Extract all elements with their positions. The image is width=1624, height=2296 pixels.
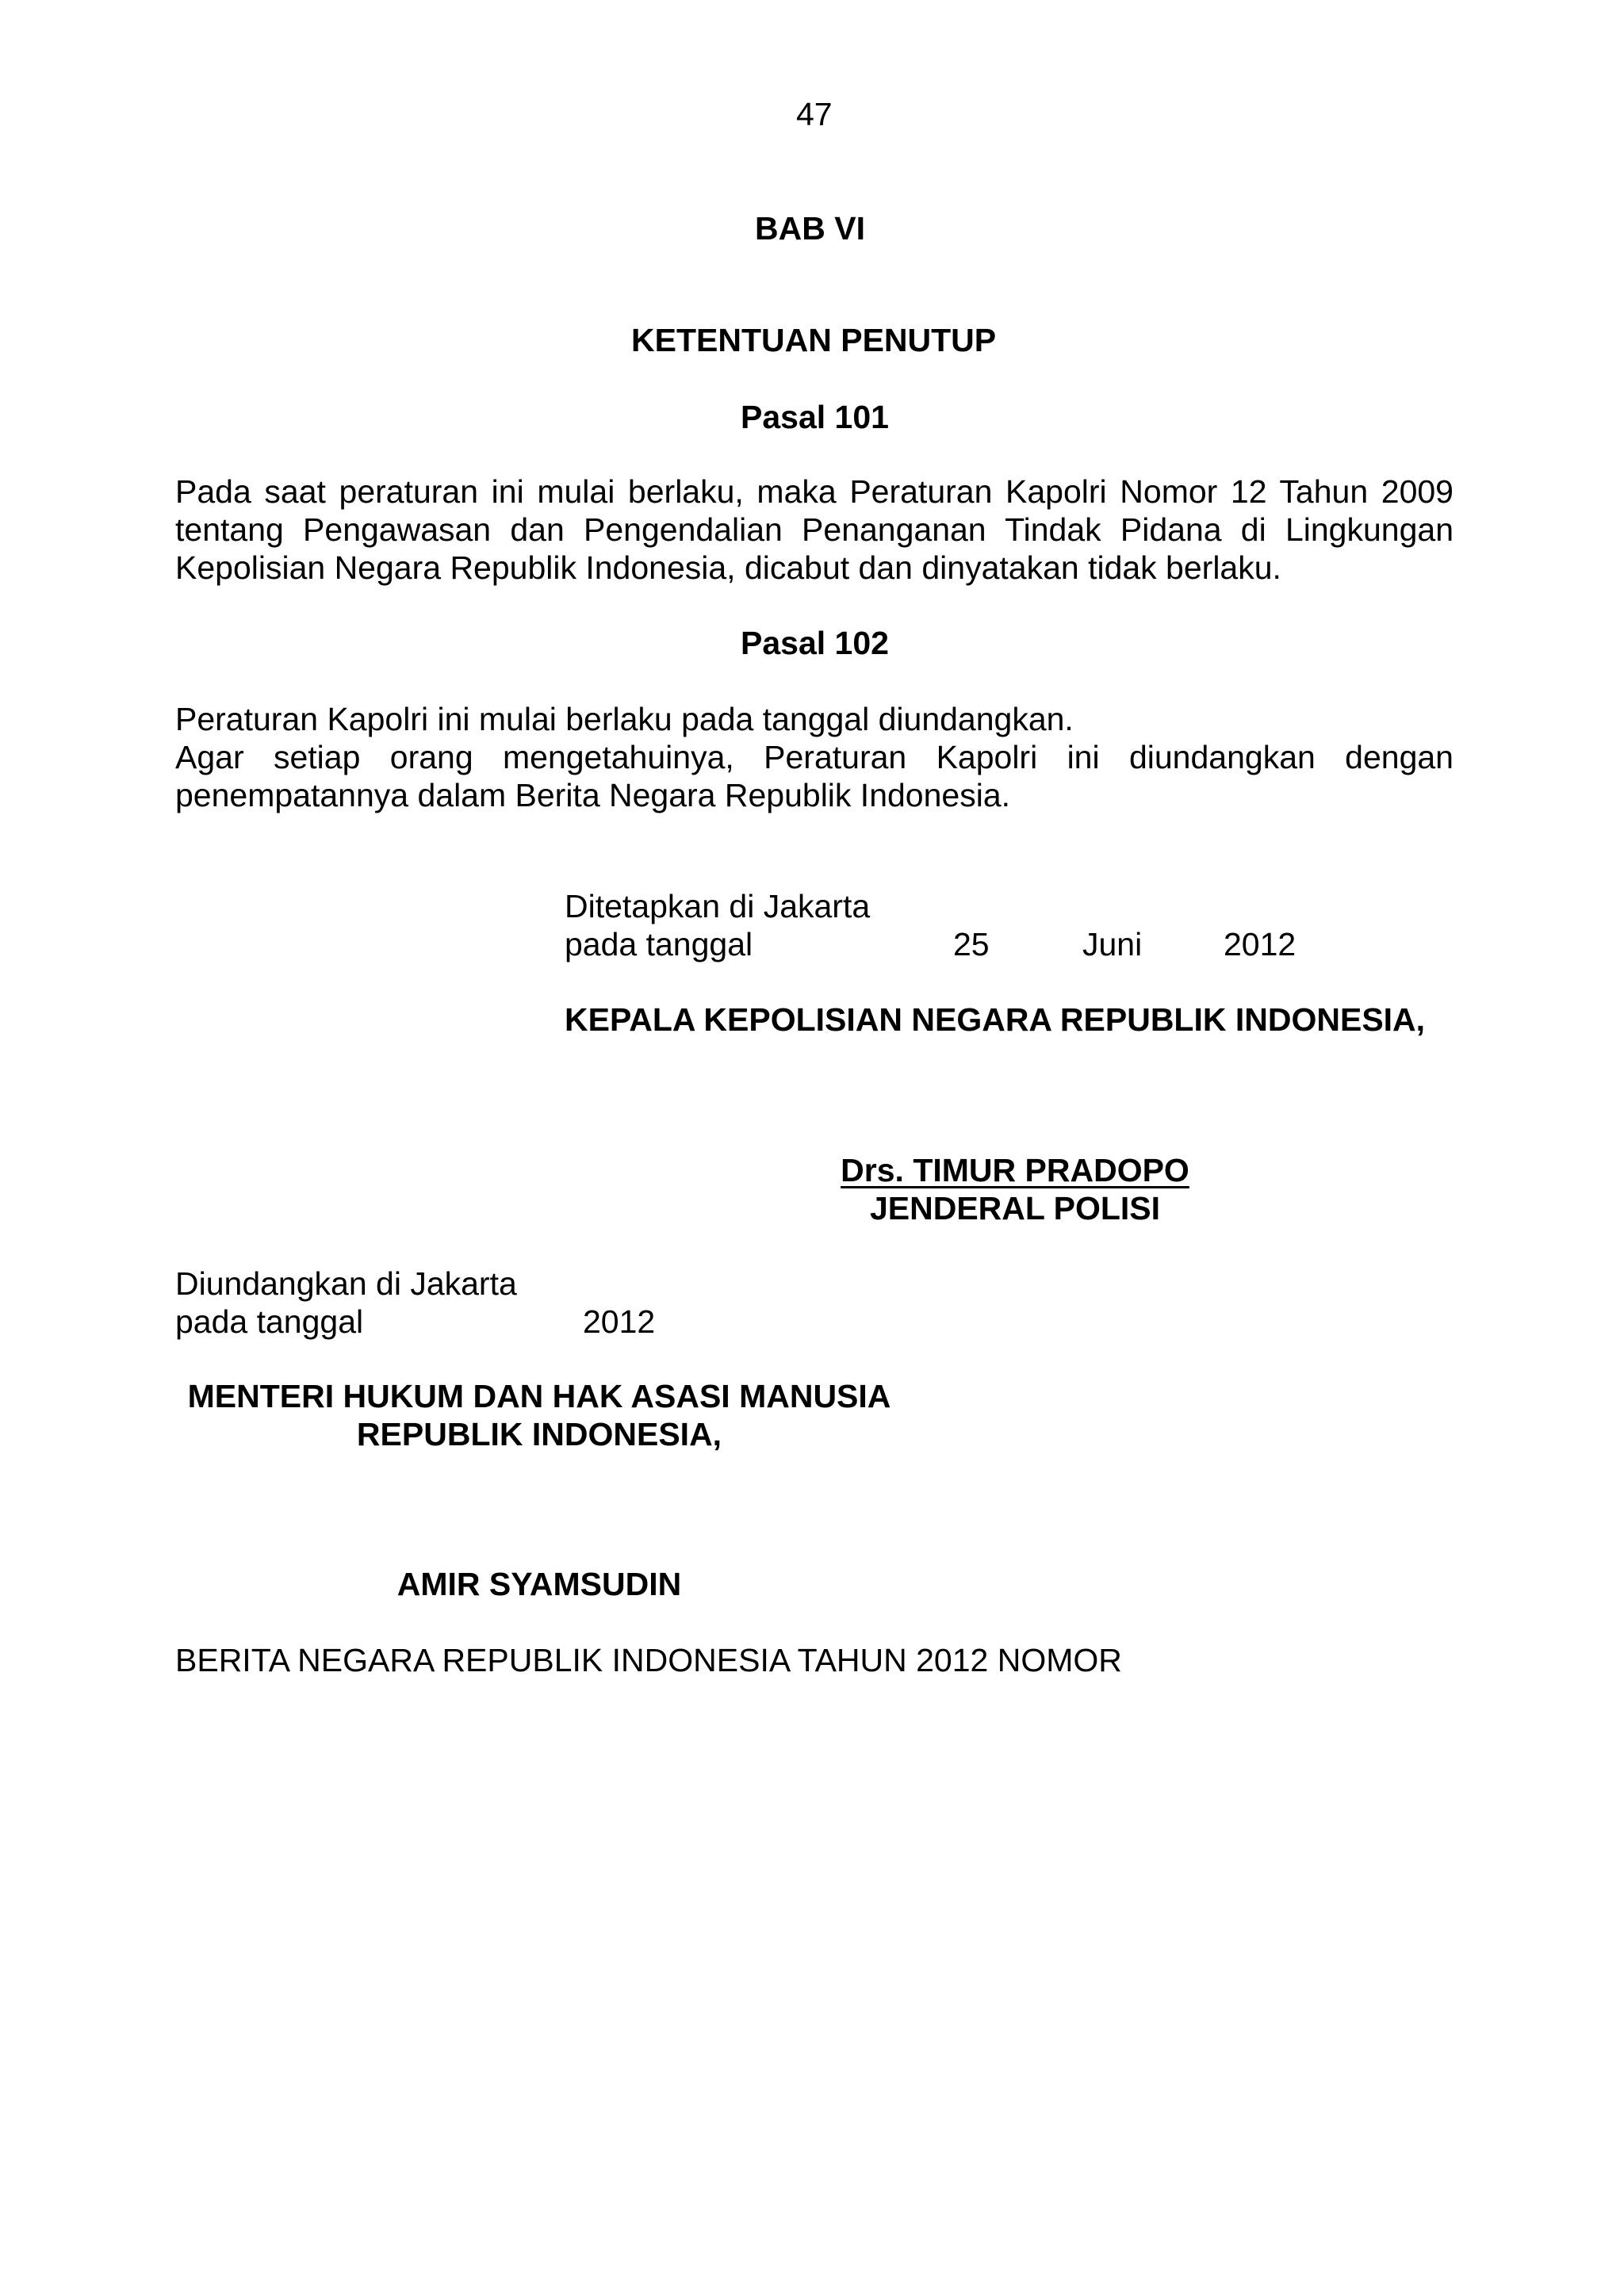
pasal-101-body: [175, 473, 1454, 587]
page-number: 47: [796, 96, 833, 132]
pasal-102-body: [175, 738, 1454, 814]
enactment-year: 2012: [1224, 926, 1297, 962]
pasal-102-line: penempatannya dalam Berita Negara Republik Indonesia.: [175, 777, 1011, 813]
chapter-heading: BAB VI: [755, 210, 865, 247]
pasal-102-heading: Pasal 102: [741, 625, 889, 661]
gazette-line: BERITA NEGARA REPUBLIK INDONESIA TAHUN 2012 NOMOR: [175, 1642, 1122, 1678]
promulgation-year: 2012: [583, 1303, 656, 1340]
enactment-signatory-name: [809, 1151, 1221, 1189]
enactment-month: Juni: [1082, 926, 1143, 962]
promulgation-office-line-2: REPUBLIK INDONESIA,: [356, 1416, 722, 1452]
pasal-101-heading: Pasal 101: [741, 399, 889, 435]
signatory-name-text: Drs. TIMUR PRADOPO: [841, 1152, 1189, 1188]
enactment-office: KEPALA KEPOLISIAN NEGARA REPUBLIK INDONESIA,: [565, 1001, 1426, 1038]
enactment-date-label: pada tanggal: [565, 926, 753, 962]
enactment-signatory-rank: JENDERAL POLISI: [869, 1190, 1161, 1226]
enactment-place: Ditetapkan di Jakarta: [565, 888, 871, 924]
pasal-101-line: Pada saat peraturan ini mulai berlaku, maka Peraturan Kapolri Nomor 12 Tahun 2009: [175, 473, 1454, 510]
pasal-102-line: Agar setiap orang mengetahuinya, Peraturan Kapolri ini diundangkan dengan: [175, 739, 1454, 775]
promulgation-office-line-1: MENTERI HUKUM DAN HAK ASASI MANUSIA: [187, 1378, 891, 1414]
promulgation-date-label: pada tanggal: [175, 1303, 364, 1340]
promulgation-signatory-name: AMIR SYAMSUDIN: [396, 1566, 682, 1602]
pasal-102-line: Peraturan Kapolri ini mulai berlaku pada tanggal diundangkan.: [175, 701, 1074, 737]
pasal-101-line: Kepolisian Negara Republik Indonesia, dicabut dan dinyatakan tidak berlaku.: [175, 549, 1281, 586]
section-title: KETENTUAN PENUTUP: [631, 322, 997, 358]
pasal-101-line: tentang Pengawasan dan Pengendalian Penanganan Tindak Pidana di Lingkungan: [175, 511, 1454, 548]
promulgation-place: Diundangkan di Jakarta: [175, 1265, 517, 1302]
enactment-day: 25: [953, 926, 990, 962]
